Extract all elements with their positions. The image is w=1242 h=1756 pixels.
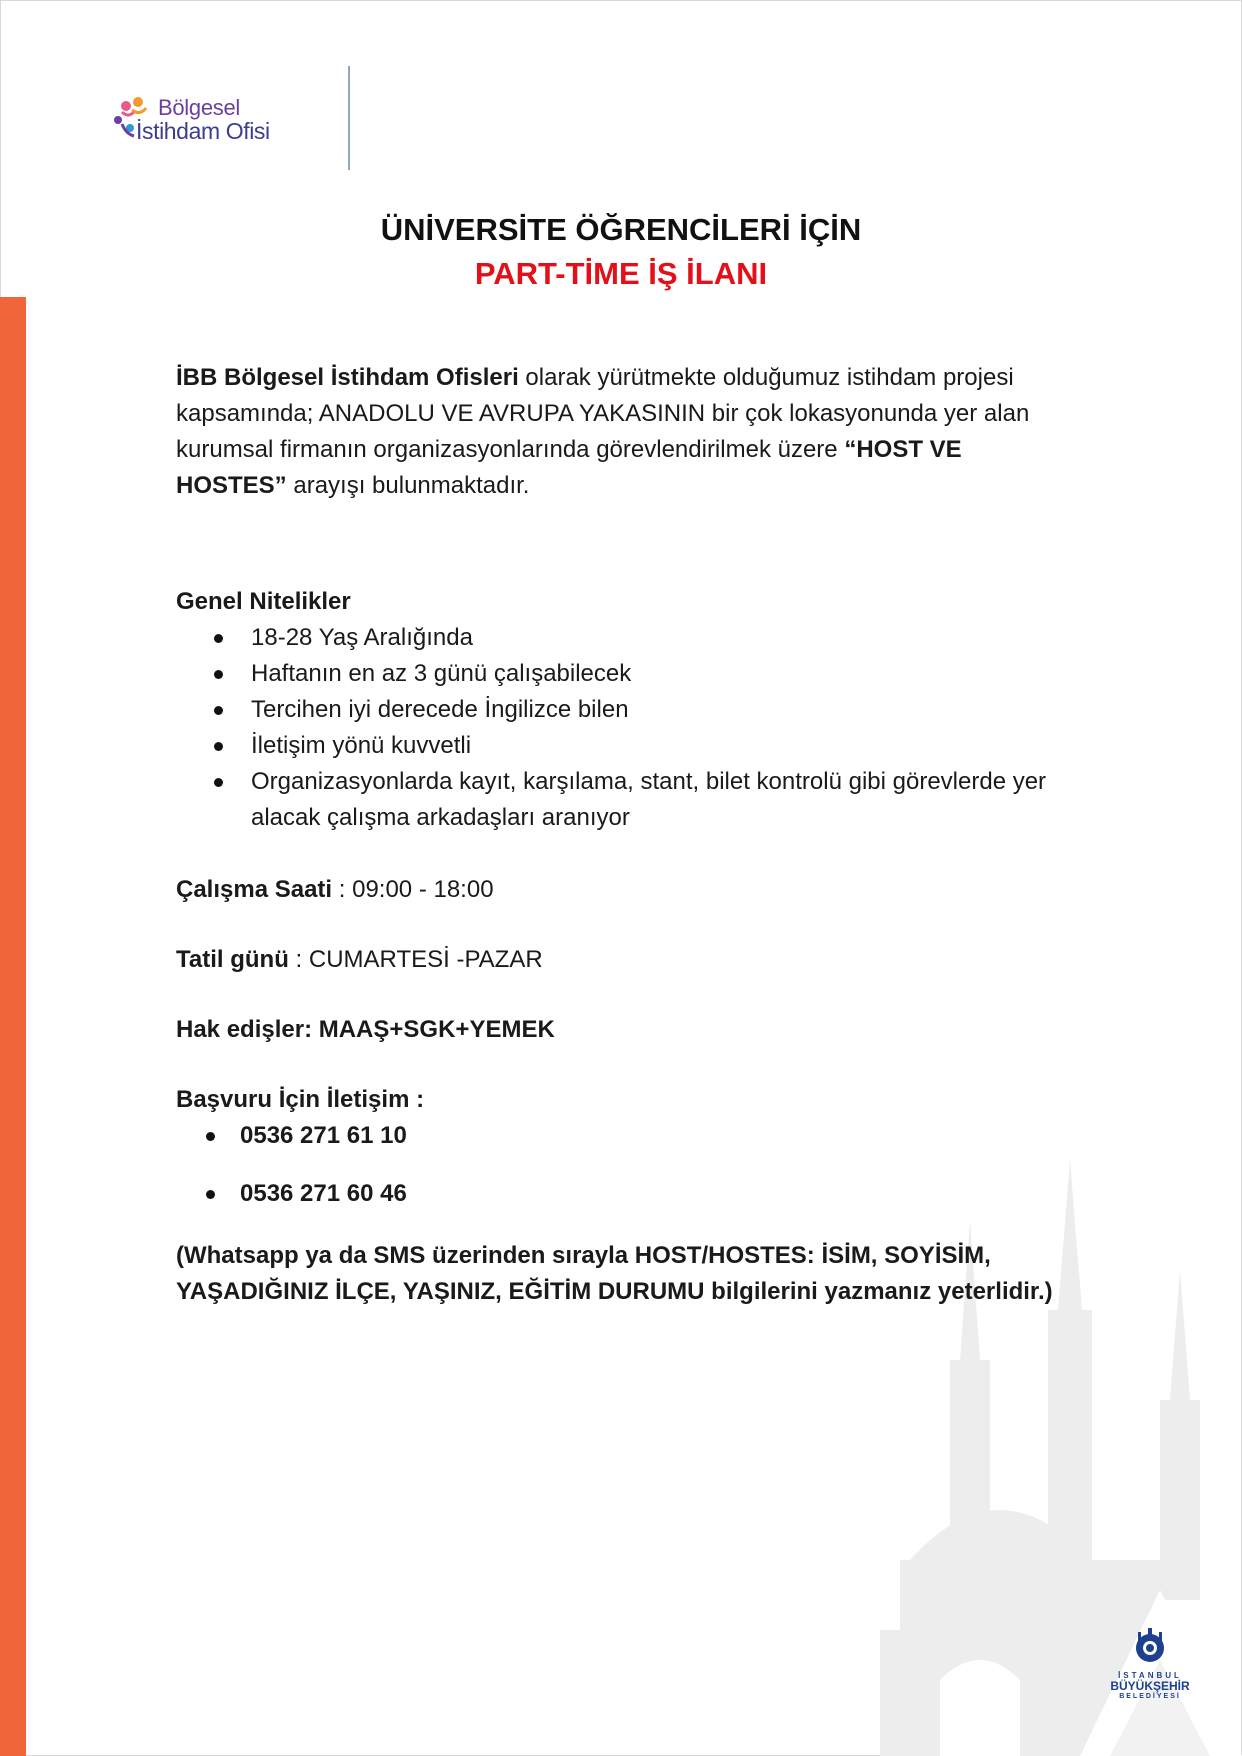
benefits: Hak edişler: MAAŞ+SGK+YEMEK: [176, 1016, 555, 1043]
working-hours-value: : 09:00 - 18:00: [332, 876, 494, 903]
intro-position: “HOST VE HOSTES”: [176, 436, 962, 499]
main-content: [176, 360, 1066, 1310]
qualifications-list: [176, 620, 1066, 836]
intro-org: İBB Bölgesel İstihdam Ofisleri: [176, 364, 519, 391]
ibb-logo-bottom: BELEDİYESİ: [1119, 1693, 1181, 1700]
intro-paragraph: [176, 360, 1066, 504]
list-item: Tercihen iyi derecede İngilizce bilen: [251, 692, 1066, 728]
holiday-label: Tatil günü: [176, 946, 289, 973]
list-item: Haftanın en az 3 günü çalışabilecek: [251, 656, 1066, 692]
phone-number: 0536 271 61 10: [240, 1118, 1066, 1176]
list-item: 18-28 Yaş Aralığında: [251, 620, 1066, 656]
phone-number: 0536 271 60 46: [240, 1176, 1066, 1234]
title-block: [0, 208, 1242, 296]
working-hours-label: Çalışma Saati: [176, 876, 333, 903]
ibb-logo: [1108, 1626, 1192, 1746]
phone-list: [176, 1118, 1066, 1234]
application-note: (Whatsapp ya da SMS üzerinden sırayla HOST/HOSTES: İSİM, SOYİSİM, YAŞADIĞINIZ İLÇE, YAŞINIZ, EĞİTİM DURUMU bilgilerini yazmanız yeterlidir.): [176, 1242, 1053, 1305]
page-title: ÜNİVERSİTE ÖĞRENCİLERİ İÇİN: [380, 212, 862, 247]
intro-text-2: arayışı bulunmaktadır.: [286, 472, 530, 499]
ibb-logo-top: İSTANBUL: [1118, 1671, 1182, 1680]
holiday-value: : CUMARTESİ -PAZAR: [288, 946, 543, 973]
list-item: İletişim yönü kuvvetli: [251, 728, 1066, 764]
page-subtitle: PART-TİME İŞ İLANI: [474, 256, 768, 291]
intro-text-1: olarak yürütmekte olduğumuz istihdam projesi kapsamında; ANADOLU VE AVRUPA YAKASININ bir çok lokasyonunda yer alan kurumsal firmanın organizasyonlarında görevlendirilmek üzere: [176, 364, 1030, 463]
qualifications-title: Genel Nitelikler: [176, 588, 351, 615]
logo-text-bolgesel: Bölgesel: [158, 95, 240, 120]
holiday: [176, 942, 1066, 978]
list-item: Organizasyonlarda kayıt, karşılama, stant, bilet kontrolü gibi görevlerde yer alacak çalışma arkadaşları aranıyor: [251, 764, 1066, 836]
ibb-logo-main: BÜYÜKŞEHİR: [1110, 1679, 1190, 1693]
working-hours: [176, 872, 1066, 908]
contact-title: Başvuru İçin İletişim :: [176, 1086, 425, 1113]
orange-side-bar: [0, 297, 26, 1756]
logo-text-istihdam: İstihdam Ofisi: [136, 118, 270, 144]
ibb-emblem-icon: [1130, 1626, 1170, 1666]
bolgesel-istihdam-logo: [112, 96, 312, 146]
logo-divider: [348, 66, 350, 170]
